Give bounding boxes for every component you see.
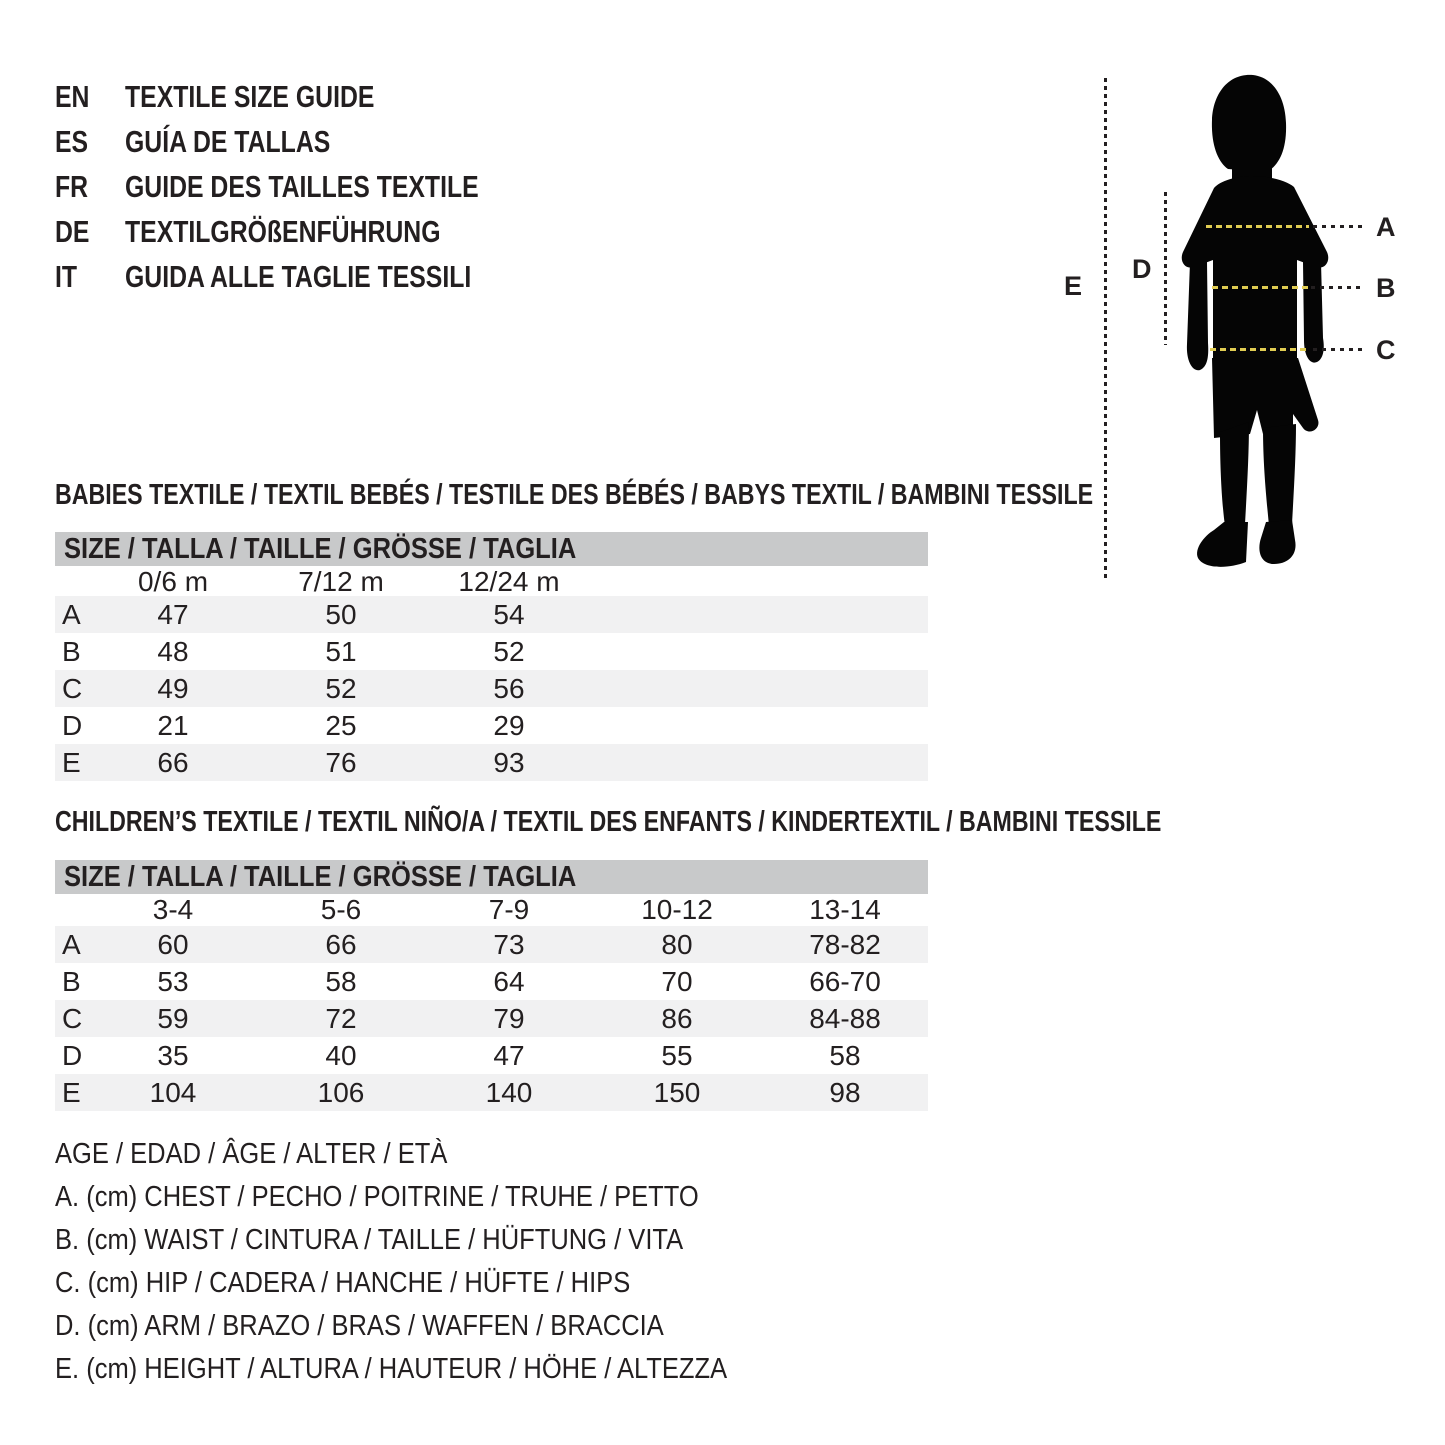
table-row: D 35 40 47 55 58	[62, 1039, 861, 1071]
figure-label-b: B	[1376, 273, 1396, 303]
figure-label-d: D	[1132, 254, 1152, 284]
lang-code: ES	[55, 123, 89, 159]
figure-label-a: A	[1376, 212, 1396, 242]
legend-item-d: D. (cm) ARM / BRAZO / BRAS / WAFFEN / BRACCIA	[55, 1310, 664, 1342]
table-row: E 66 76 93	[55, 744, 928, 781]
table-row: E 104 106 140 150 98	[55, 1074, 928, 1111]
col-header: 13-14	[809, 894, 881, 925]
lang-title: GUIDA ALLE TAGLIE TESSILI	[125, 258, 472, 294]
col-header: 5-6	[320, 894, 362, 925]
lang-title: TEXTILE SIZE GUIDE	[125, 78, 375, 114]
legend-age: AGE / EDAD / ÂGE / ALTER / ETÀ	[55, 1138, 448, 1170]
babies-table	[55, 532, 928, 781]
babies-section-title: BABIES TEXTILE / TEXTIL BEBÉS / TESTILE DES BÉBÉS / BABYS TEXTIL / BAMBINI TESSILE	[55, 479, 1094, 511]
measure-line-d	[1164, 192, 1167, 345]
measure-line-c-dashes	[1210, 348, 1310, 351]
measure-line-c-leader	[1313, 348, 1363, 351]
col-header: 3-4	[152, 894, 194, 925]
babies-table-header-bar: SIZE / TALLA / TAILLE / GRÖSSE / TAGLIA	[55, 532, 928, 566]
children-section-title: CHILDREN’S TEXTILE / TEXTIL NIÑO/A / TEXTIL DES ENFANTS / KINDERTEXTIL / BAMBINI TESSILE	[55, 806, 1162, 838]
children-table	[55, 860, 928, 1111]
lang-title: GUIDE DES TAILLES TEXTILE	[125, 168, 479, 204]
table-row: A 60 66 73 80 78-82	[55, 926, 928, 963]
children-column-headers	[55, 894, 928, 926]
lang-row-it	[55, 254, 567, 299]
lang-row-de	[55, 209, 567, 254]
lang-row-en	[55, 74, 567, 119]
measure-line-a-leader	[1313, 225, 1363, 228]
babies-column-headers	[55, 566, 928, 596]
col-header: 0/6 m	[137, 566, 209, 597]
col-header: 7/12 m	[298, 566, 384, 597]
lang-code: IT	[55, 258, 78, 294]
lang-code: FR	[55, 168, 89, 204]
measure-line-a-dashes	[1206, 225, 1309, 228]
measure-line-b-dashes	[1212, 286, 1308, 289]
lang-row-es	[55, 119, 567, 164]
figure-label-c: C	[1376, 335, 1396, 365]
children-table-header-bar: SIZE / TALLA / TAILLE / GRÖSSE / TAGLIA	[55, 860, 928, 894]
lang-title: GUÍA DE TALLAS	[125, 123, 331, 159]
table-row: C 49 52 56	[55, 670, 928, 707]
legend-item-e: E. (cm) HEIGHT / ALTURA / HAUTEUR / HÖHE / ALTEZZA	[55, 1353, 728, 1385]
lang-code: EN	[55, 78, 90, 114]
lang-code: DE	[55, 213, 90, 249]
table-row: B 48 51 52	[62, 635, 525, 667]
col-header: 10-12	[641, 894, 713, 925]
legend-item-c: C. (cm) HIP / CADERA / HANCHE / HÜFTE / HIPS	[55, 1267, 631, 1299]
measure-line-b-leader	[1311, 286, 1363, 289]
lang-title: TEXTILGRÖßENFÜHRUNG	[125, 213, 441, 249]
legend-item-b: B. (cm) WAIST / CINTURA / TAILLE / HÜFTUNG / VITA	[55, 1224, 684, 1256]
legend-item-a: A. (cm) CHEST / PECHO / POITRINE / TRUHE / PETTO	[55, 1181, 699, 1213]
language-title-block	[55, 74, 567, 299]
col-header: 7-9	[488, 894, 530, 925]
figure-label-e: E	[1064, 271, 1083, 301]
col-header: 12/24 m	[458, 566, 560, 597]
table-row: B 53 58 64 70 66-70	[62, 965, 881, 997]
table-row: A 47 50 54	[55, 596, 928, 633]
lang-row-fr	[55, 164, 567, 209]
table-row: C 59 72 79 86 84-88	[55, 1000, 928, 1037]
measurement-legend	[55, 1133, 819, 1391]
table-row: D 21 25 29	[62, 709, 525, 741]
